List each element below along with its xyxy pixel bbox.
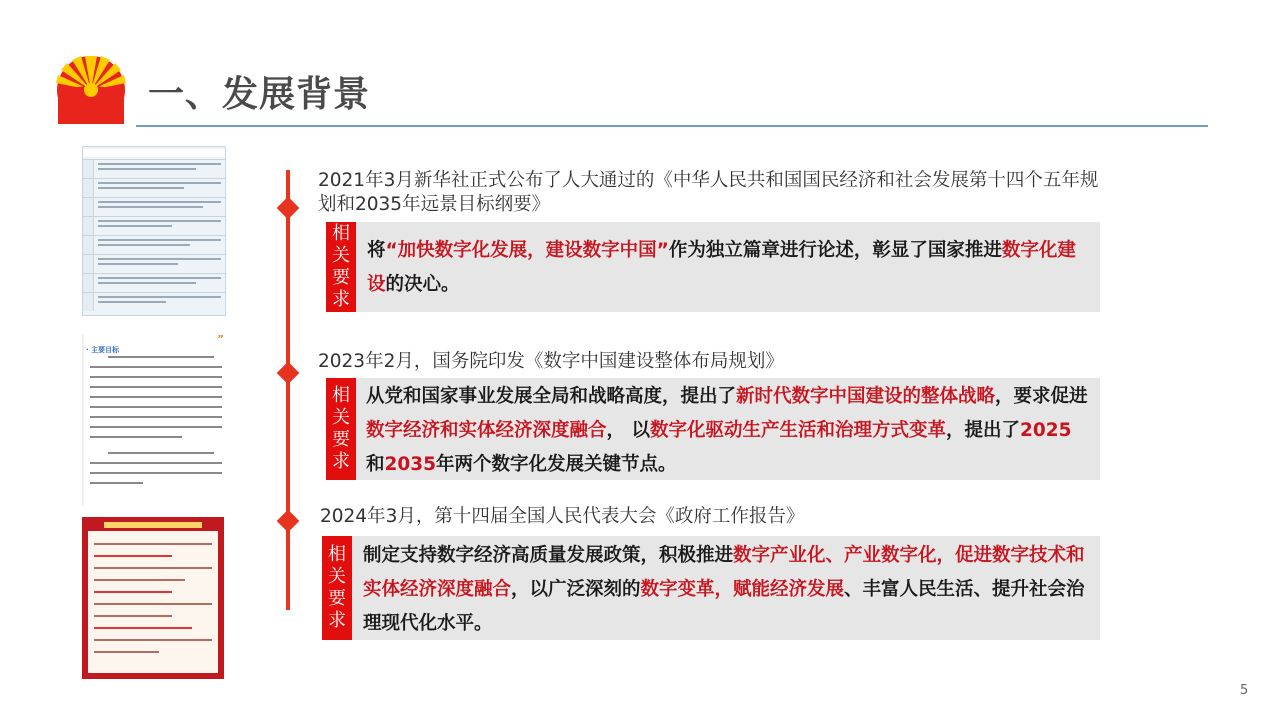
body-text: 年两个数字化发展关键节点。 xyxy=(436,454,677,475)
body-text: 和 xyxy=(366,454,385,475)
quote-mark: ” xyxy=(217,334,224,345)
body-text: 、丰富人民生活、提升社会治理现代化水平。 xyxy=(363,579,1085,634)
requirement-tag: 相关要求 xyxy=(326,222,356,312)
emphasis-text: 数字化建设 xyxy=(367,240,1076,295)
emphasis-text: 数字变革，赋能经济发展 xyxy=(640,579,845,600)
requirement-tag: 相关要求 xyxy=(326,378,356,480)
page-number: 5 xyxy=(1240,683,1249,698)
body-text: 的决心。 xyxy=(385,274,460,295)
outline-table-thumbnail xyxy=(82,146,226,316)
body-text: 从党和国家事业发展全局和战略高度，提出了 xyxy=(366,386,737,407)
body-text: 制定支持数字经济高质量发展政策，积极推进 xyxy=(363,545,734,566)
emphasis-text: 2025 xyxy=(1020,420,1072,441)
requirement-text xyxy=(367,234,1083,302)
body-text: ，提出了 xyxy=(945,420,1020,441)
body-text: 作为独立篇章进行论述，彰显了国家推进 xyxy=(668,240,1002,261)
requirement-box xyxy=(322,536,1100,640)
body-text: 将 xyxy=(367,240,386,261)
emphasis-text: 2035 xyxy=(384,454,437,475)
page-title: 一、发展背景 xyxy=(148,74,371,115)
requirement-tag: 相关要求 xyxy=(322,536,352,640)
body-text: ，要求促进 xyxy=(995,386,1088,407)
section-heading: 2021年3月新华社正式公布了人大通过的《中华人民共和国国民经济和社会发展第十四个五年规划和2035年远景目标纲要》 xyxy=(318,170,1099,215)
body-text: ， 以 xyxy=(606,420,650,441)
petrochina-logo-icon xyxy=(52,50,130,124)
section-heading: 2023年2月，国务院印发《数字中国建设整体布局规划》 xyxy=(318,351,784,372)
title-divider xyxy=(136,125,1208,127)
emphasis-text: 新时代数字中国建设的整体战略 xyxy=(736,386,996,407)
main-goals-heading: · 主要目标 xyxy=(86,346,120,354)
emphasis-text: 数字产业化、产业数字化，促进数字技术和实体经济深度融合 xyxy=(363,545,1085,600)
main-goals-thumbnail xyxy=(82,334,226,506)
requirement-text xyxy=(366,380,1088,482)
section-heading: 2024年3月，第十四届全国人民代表大会《政府工作报告》 xyxy=(320,506,805,527)
emphasis-text: 数字化驱动生产生活和治理方式变革 xyxy=(649,420,946,441)
timeline-marker xyxy=(277,510,300,533)
emphasis-text: 数字经济和实体经济深度融合 xyxy=(366,420,607,441)
emphasis-text: “加快数字化发展，建设数字中国” xyxy=(385,240,669,261)
body-text: ，以广泛深刻的 xyxy=(511,579,641,600)
timeline-marker xyxy=(277,362,300,385)
requirement-box xyxy=(326,222,1100,312)
timeline-marker xyxy=(277,197,300,220)
requirement-text xyxy=(363,539,1085,641)
timeline-line xyxy=(286,170,290,610)
requirement-box xyxy=(326,378,1100,480)
gov-report-thumbnail xyxy=(82,517,224,679)
